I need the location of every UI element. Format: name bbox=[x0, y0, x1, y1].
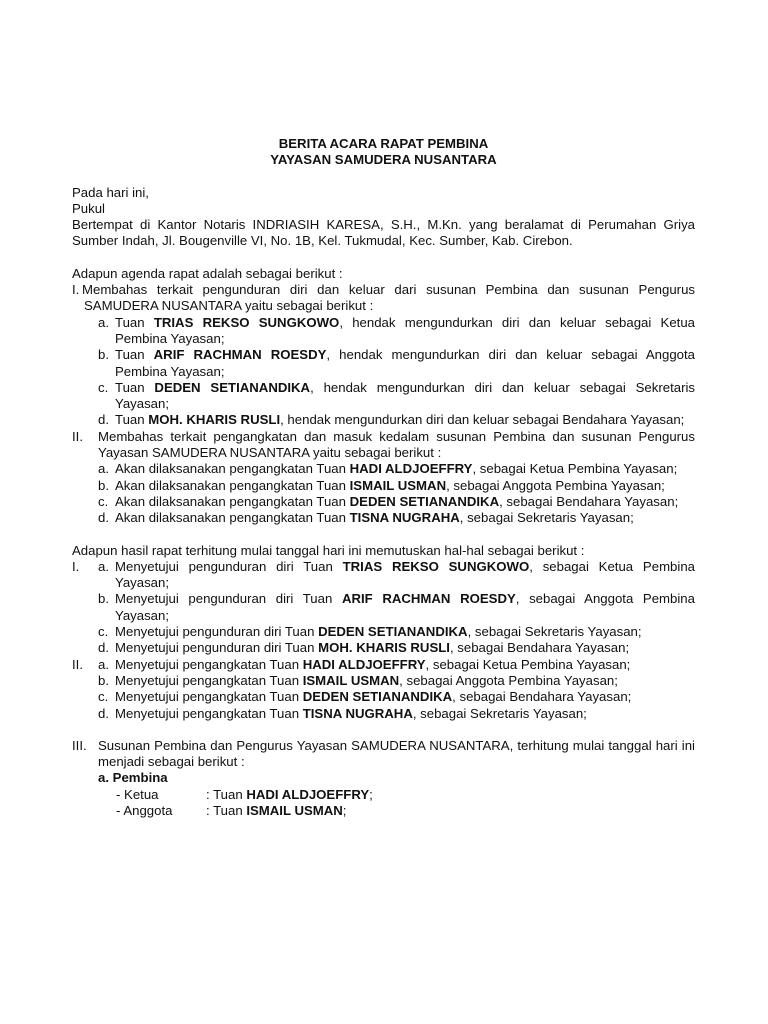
list-item-letter: b. bbox=[98, 591, 109, 607]
list-item-suffix: , sebagai Ketua Pembina Yayasan; bbox=[425, 656, 631, 672]
list-item-text bbox=[115, 478, 695, 494]
person-name: DEDEN SETIANANDIKA bbox=[302, 689, 453, 705]
agenda-ii-number: II. bbox=[72, 428, 83, 444]
person-name: DEDEN SETIANANDIKA bbox=[318, 624, 468, 640]
list-item bbox=[72, 510, 695, 526]
list-item-letter: d. bbox=[98, 705, 109, 721]
list-item-suffix: , sebagai Anggota Pembina Yayasan; bbox=[115, 591, 695, 623]
person-name: DEDEN SETIANANDIKA bbox=[349, 493, 500, 509]
list-item-text bbox=[115, 657, 695, 673]
list-item-prefix: Tuan bbox=[115, 379, 155, 395]
person-name: MOH. KHARIS RUSLI bbox=[148, 412, 281, 428]
intro-pukul: Pukul bbox=[72, 200, 105, 216]
pembina-prefix: : Tuan bbox=[206, 786, 247, 802]
list-item-letter: c. bbox=[98, 624, 109, 640]
pembina-label: a. Pembina bbox=[98, 770, 168, 786]
list-item-letter: d. bbox=[98, 412, 109, 428]
pembina-suffix: ; bbox=[342, 802, 347, 818]
list-item bbox=[72, 494, 695, 510]
list-item-suffix: , sebagai Anggota Pembina Yayasan; bbox=[446, 477, 665, 493]
list-item-letter: c. bbox=[98, 689, 109, 705]
list-item-suffix: , hendak mengundurkan diri dan keluar sebagai Bendahara Yayasan; bbox=[280, 412, 685, 428]
person-name: HADI ALDJOEFFRY bbox=[302, 656, 426, 672]
list-item-suffix: , sebagai Ketua Pembina Yayasan; bbox=[472, 461, 678, 477]
list-item-text bbox=[115, 347, 695, 380]
agenda-i-list bbox=[72, 315, 695, 429]
person-name: TRIAS REKSO SUNGKOWO bbox=[342, 558, 530, 574]
list-item-prefix: Menyetujui pengangkatan Tuan bbox=[115, 689, 303, 705]
pembina-role: - Ketua bbox=[116, 786, 159, 802]
list-item-letter: d. bbox=[98, 510, 109, 526]
list-item-letter: a. bbox=[98, 656, 109, 672]
list-item bbox=[98, 640, 695, 656]
title-line-1: BERITA ACARA RAPAT PEMBINA bbox=[278, 136, 489, 151]
person-name: HADI ALDJOEFFRY bbox=[349, 461, 473, 477]
pembina-row bbox=[72, 787, 695, 803]
list-item-text bbox=[115, 494, 695, 510]
pembina-suffix: ; bbox=[369, 786, 373, 802]
pembina-row bbox=[72, 803, 695, 819]
list-item-prefix: Menyetujui pengunduran diri Tuan bbox=[115, 558, 343, 574]
list-item-prefix: Menyetujui pengangkatan Tuan bbox=[115, 705, 303, 721]
pembina-value bbox=[206, 787, 373, 803]
list-item-text bbox=[115, 706, 695, 722]
list-item bbox=[72, 461, 695, 477]
list-item-suffix: , sebagai Bendahara Yayasan; bbox=[499, 493, 679, 509]
hasil-item-i bbox=[72, 559, 695, 657]
list-item-suffix: , sebagai Sekretaris Yayasan; bbox=[412, 705, 587, 721]
agenda-ii-text: Membahas terkait pengangkatan dan masuk kedalam susunan Pembina dan susunan Pengurus Yayasan SAMUDERA NUSANTARA yaitu sebagai berikut : bbox=[98, 428, 695, 461]
agenda-item-ii bbox=[72, 429, 695, 462]
hasil-iii-text: Susunan Pembina dan Pengurus Yayasan SAMUDERA NUSANTARA, terhitung mulai tanggal hari ini menjadi sebagai berikut : bbox=[98, 737, 695, 770]
hasil-iii-number: III. bbox=[72, 737, 87, 753]
list-item-prefix: Akan dilaksanakan pengangkatan Tuan bbox=[115, 510, 350, 526]
list-item-suffix: , sebagai Anggota Pembina Yayasan; bbox=[399, 672, 618, 688]
person-name: ISMAIL USMAN bbox=[349, 477, 447, 493]
list-item-suffix: , sebagai Bendahara Yayasan; bbox=[449, 640, 630, 656]
list-item bbox=[98, 624, 695, 640]
list-item-prefix: Akan dilaksanakan pengangkatan Tuan bbox=[115, 461, 350, 477]
person-name: HADI ALDJOEFFRY bbox=[246, 786, 370, 802]
list-item-prefix: Menyetujui pengunduran diri Tuan bbox=[115, 591, 342, 607]
list-item-text bbox=[115, 510, 695, 526]
list-item-letter: b. bbox=[98, 672, 109, 688]
person-name: TISNA NUGRAHA bbox=[302, 705, 413, 721]
hasil-item-ii bbox=[72, 657, 695, 722]
list-item-suffix: , sebagai Bendahara Yayasan; bbox=[452, 689, 632, 705]
list-item bbox=[98, 657, 695, 673]
list-item-letter: b. bbox=[98, 477, 109, 493]
list-item-letter: d. bbox=[98, 640, 109, 656]
pembina-prefix: : Tuan bbox=[206, 802, 247, 818]
list-item-letter: c. bbox=[98, 493, 109, 509]
intro-hari: Pada hari ini, bbox=[72, 184, 149, 200]
agenda-ii-list bbox=[72, 461, 695, 526]
list-item bbox=[98, 673, 695, 689]
list-item bbox=[72, 380, 695, 413]
list-item-text bbox=[115, 559, 695, 592]
pembina-role: - Anggota bbox=[116, 802, 173, 818]
person-name: TRIAS REKSO SUNGKOWO bbox=[153, 314, 340, 330]
list-item bbox=[98, 689, 695, 705]
list-item-text bbox=[115, 380, 695, 413]
agenda-item-i: I. Membahas terkait pengunduran diri dan keluar dari susunan Pembina dan susunan Pengurus SAMUDERA NUSANTARA yaitu sebagai berikut : bbox=[72, 282, 695, 314]
list-item-text bbox=[115, 640, 695, 656]
person-name: TISNA NUGRAHA bbox=[349, 510, 460, 526]
list-item-suffix: , hendak mengundurkan diri dan keluar sebagai Ketua Pembina Yayasan; bbox=[115, 314, 696, 346]
pembina-list bbox=[72, 787, 695, 820]
hasil-i-number: I. bbox=[72, 558, 80, 574]
hasil-heading: Adapun hasil rapat terhitung mulai tanggal hari ini memutuskan hal-hal sebagai berikut : bbox=[72, 542, 585, 558]
list-item bbox=[98, 706, 695, 722]
list-item-prefix: Akan dilaksanakan pengangkatan Tuan bbox=[115, 477, 350, 493]
list-item-prefix: Menyetujui pengangkatan Tuan bbox=[115, 672, 303, 688]
list-item bbox=[98, 591, 695, 624]
list-item-prefix: Tuan bbox=[115, 412, 149, 428]
list-item-suffix: , sebagai Sekretaris Yayasan; bbox=[459, 510, 634, 526]
list-item-letter: b. bbox=[98, 347, 109, 363]
hasil-ii-number: II. bbox=[72, 656, 83, 672]
list-item-letter: c. bbox=[98, 379, 109, 395]
intro-tempat: Bertempat di Kantor Notaris INDRIASIH KARESA, S.H., M.Kn. yang beralamat di Perumahan Griya Sumber Indah, Jl. Bougenville VI, No. 1B, Kel. Tukmudal, Kec. Sumber, Kab. Cirebon. bbox=[72, 217, 695, 249]
person-name: ISMAIL USMAN bbox=[246, 802, 343, 818]
list-item-text bbox=[115, 673, 695, 689]
list-item-prefix: Menyetujui pengangkatan Tuan bbox=[115, 656, 303, 672]
title-line-2: YAYASAN SAMUDERA NUSANTARA bbox=[270, 152, 497, 168]
list-item-text bbox=[115, 689, 695, 705]
pembina-value bbox=[206, 803, 346, 819]
hasil-item-iii bbox=[72, 738, 695, 771]
person-name: ISMAIL USMAN bbox=[302, 672, 400, 688]
list-item-letter: a. bbox=[98, 314, 109, 330]
document-body bbox=[72, 136, 695, 819]
list-item-suffix: , sebagai Ketua Pembina Yayasan; bbox=[115, 558, 695, 591]
list-item-prefix: Menyetujui pengunduran diri Tuan bbox=[115, 640, 319, 656]
person-name: MOH. KHARIS RUSLI bbox=[318, 640, 450, 656]
list-item bbox=[72, 412, 695, 428]
person-name: ARIF RACHMAN ROESDY bbox=[341, 591, 516, 607]
list-item-text bbox=[115, 591, 695, 624]
list-item-letter: a. bbox=[98, 461, 109, 477]
agenda-heading: Adapun agenda rapat adalah sebagai berikut : bbox=[72, 265, 343, 281]
list-item-suffix: , hendak mengundurkan diri dan keluar sebagai Anggota Pembina Yayasan; bbox=[115, 347, 695, 379]
person-name: DEDEN SETIANANDIKA bbox=[154, 379, 311, 395]
list-item bbox=[72, 315, 695, 348]
list-item-text bbox=[115, 315, 695, 348]
list-item-prefix: Menyetujui pengunduran diri Tuan bbox=[115, 624, 319, 640]
list-item-suffix: , hendak mengundurkan diri dan keluar sebagai Sekretaris Yayasan; bbox=[115, 379, 695, 412]
list-item-prefix: Tuan bbox=[115, 314, 154, 330]
list-item-letter: a. bbox=[98, 558, 109, 574]
list-item-text bbox=[115, 624, 695, 640]
list-item bbox=[98, 559, 695, 592]
hasil-ii-list bbox=[98, 657, 695, 722]
list-item-prefix: Akan dilaksanakan pengangkatan Tuan bbox=[115, 493, 350, 509]
list-item-prefix: Tuan bbox=[115, 347, 154, 363]
person-name: ARIF RACHMAN ROESDY bbox=[153, 347, 327, 363]
list-item-text bbox=[115, 412, 695, 428]
list-item-suffix: , sebagai Sekretaris Yayasan; bbox=[467, 624, 642, 640]
list-item-text bbox=[115, 461, 695, 477]
list-item bbox=[72, 478, 695, 494]
hasil-i-list bbox=[98, 559, 695, 657]
agenda-i-text: Membahas terkait pengunduran diri dan keluar dari susunan Pembina dan susunan Pengurus SAMUDERA NUSANTARA yaitu sebagai berikut : bbox=[82, 282, 695, 314]
list-item bbox=[72, 347, 695, 380]
